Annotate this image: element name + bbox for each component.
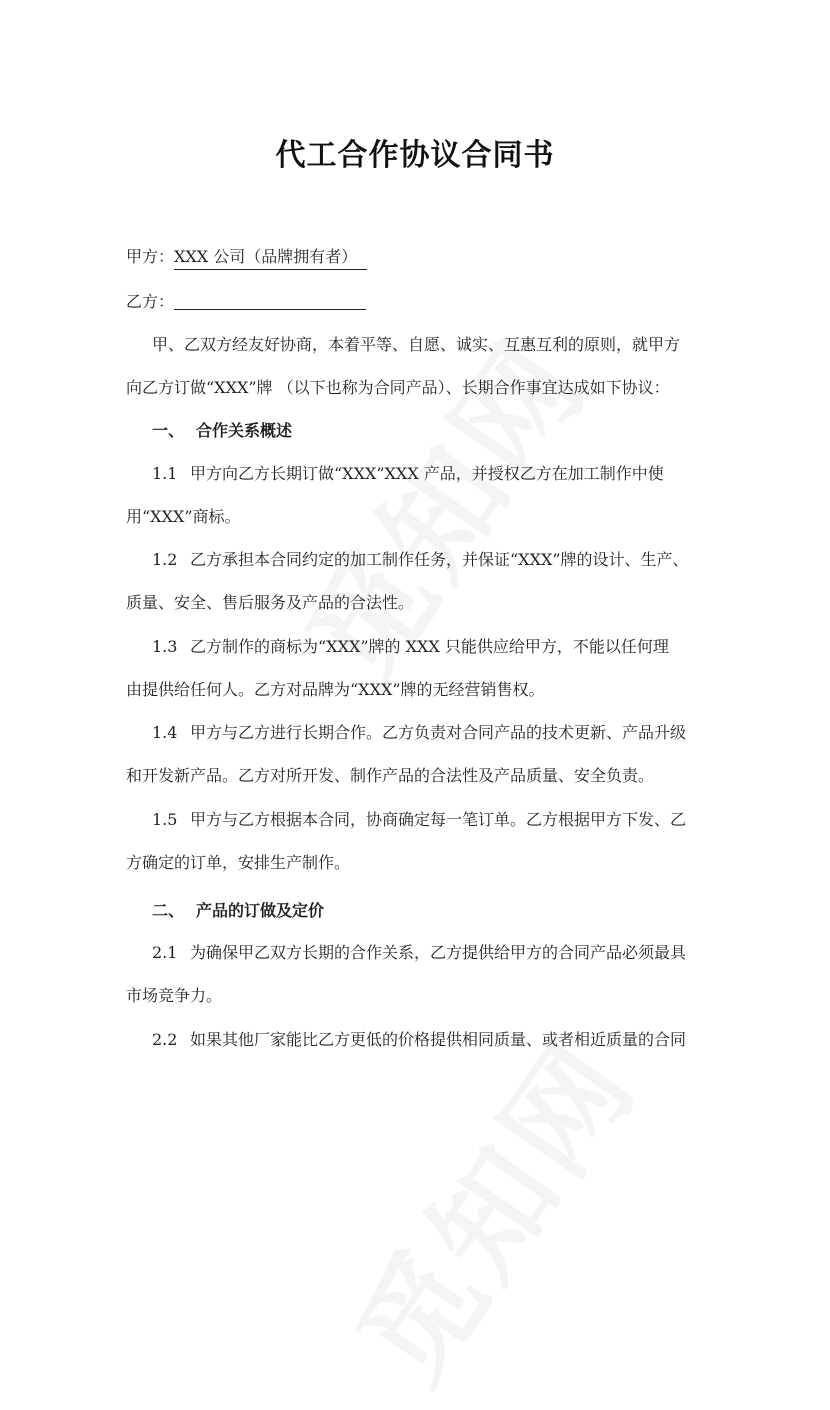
intro-line-2: 向乙方订做“XXX”牌 （以下也称为合同产品）、长期合作事宜达成如下协议： [126,378,670,397]
clause-text: 甲方与乙方根据本合同，协商确定每一笔订单。乙方根据甲方下发、乙 [190,810,687,829]
document-title: 代工合作协议合同书 [275,138,555,173]
clause-number: 2.2 [152,1030,178,1049]
section-number: 二、 [152,901,185,920]
section-heading-1 [152,418,752,441]
clause-text: 甲方向乙方长期订做“XXX”XXX 产品，并授权乙方在加工制作中使 [190,464,664,483]
clause-1-4-line-1 [152,720,752,743]
clause-text: 乙方承担本合同约定的加工制作任务，并保证“XXX”牌的设计、生产、 [190,550,689,569]
intro-line-1: 甲、乙双方经友好协商，本着平等、自愿、诚实、互惠互利的原则，就甲方 [152,335,681,354]
clause-number: 1.1 [152,464,178,483]
clause-number: 1.4 [152,723,178,742]
section-title: 合作关系概述 [196,421,293,440]
clause-text: 为确保甲乙双方长期的合作关系，乙方提供给甲方的合同产品必须最具 [190,943,687,962]
section-number: 一、 [152,421,185,440]
clause-1-5-line-2: 方确定的订单，安排生产制作。 [126,853,351,872]
clause-1-1-line-1 [152,461,752,484]
clause-1-3-line-2: 由提供给任何人。乙方对品牌为“XXX”牌的无经营销售权。 [126,680,545,699]
clause-2-2-line-1 [152,1027,752,1050]
clause-number: 1.3 [152,637,178,656]
clause-2-1-line-2: 市场竞争力。 [126,986,223,1005]
clause-1-3-line-1 [152,634,752,657]
clause-text: 乙方制作的商标为“XXX”牌的 XXX 只能供应给甲方，不能以任何理 [190,637,669,656]
section-title: 产品的订做及定价 [196,901,325,920]
clause-number: 1.5 [152,810,178,829]
party-b-line [126,289,726,312]
clause-1-2-line-1 [152,547,752,570]
clause-text: 如果其他厂家能比乙方更低的价格提供相同质量、或者相近质量的合同 [190,1030,687,1049]
party-b-label: 乙方： [126,292,175,311]
party-a-label: 甲方： [126,247,175,266]
clause-number: 2.1 [152,943,178,962]
party-a-value: XXX 公司（品牌拥有者） [174,244,367,270]
clause-1-2-line-2: 质量、安全、售后服务及产品的合法性。 [126,593,415,612]
clause-2-1-line-1 [152,940,752,963]
party-b-blank [174,293,366,310]
clause-1-1-line-2: 用“XXX”商标。 [126,507,241,526]
clause-1-5-line-1 [152,807,752,830]
clause-number: 1.2 [152,550,178,569]
watermark [310,1002,668,1410]
section-heading-2 [152,898,752,921]
party-a-line [126,244,726,270]
clause-text: 甲方与乙方进行长期合作。乙方负责对合同产品的技术更新、产品升级 [190,723,687,742]
clause-1-4-line-2: 和开发新产品。乙方对所开发、制作产品的合法性及产品质量、安全负责。 [126,766,655,785]
